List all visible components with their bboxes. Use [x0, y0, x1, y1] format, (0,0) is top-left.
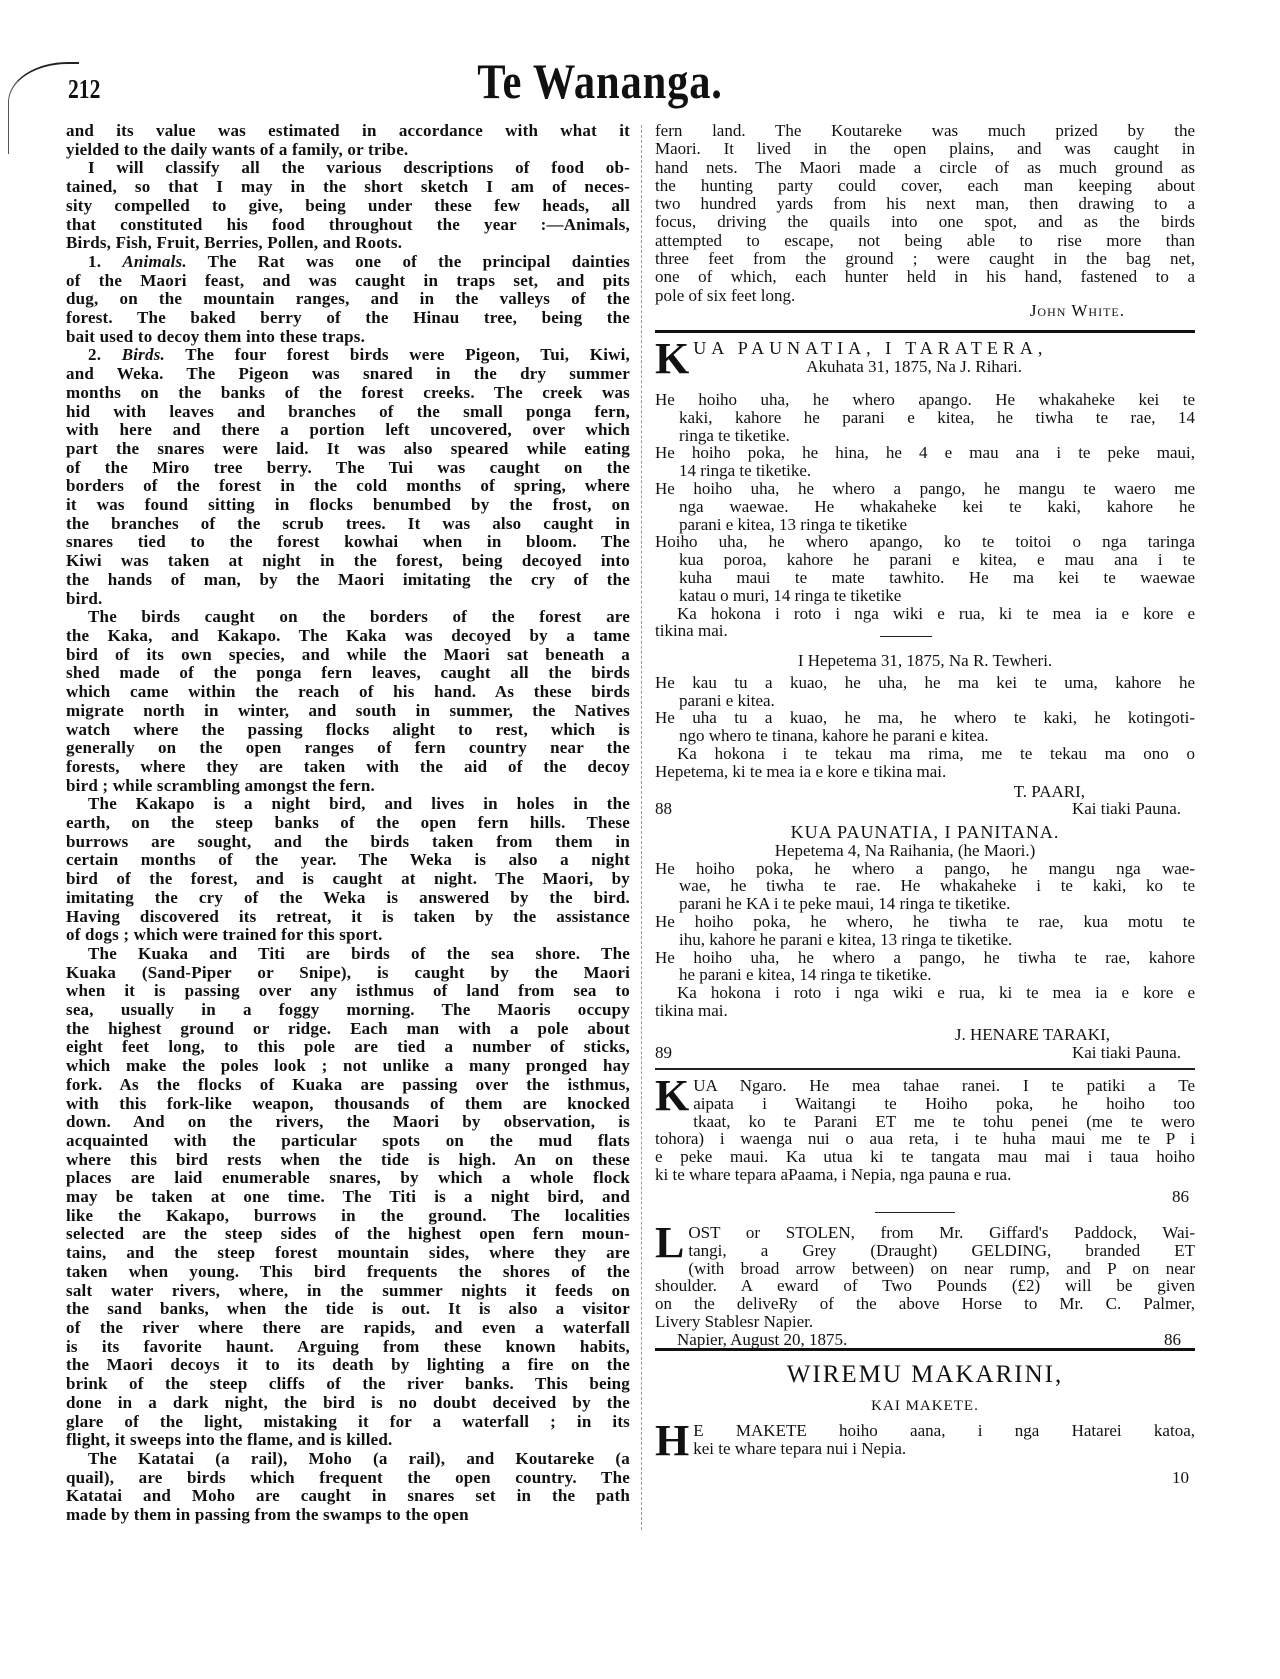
text-line: kuha maui te mate tawhito. He ma kei te waewae — [679, 567, 1195, 587]
pound-notice-tewheri — [655, 652, 1195, 818]
text-line: forests, where they are taken with the aid of the decoy — [66, 756, 630, 776]
text-line: Ka hokona i roto i nga wiki e rua, ki te mea ia e kore e — [677, 603, 1195, 623]
text-line: of the Miro tree berry. The Tui was caught on the — [66, 457, 630, 477]
text-line: wae, he tiwha te rae. He whakaheke i te kaki, ko te — [679, 876, 1195, 896]
notice-item — [655, 674, 1195, 710]
notice-item — [655, 913, 1195, 949]
notice-date: I Hepetema 31, 1875, Na R. Tewheri. — [797, 651, 1053, 670]
notice-item — [655, 709, 1195, 745]
text-line: two hundred yards from his next man, then drawing to a — [655, 194, 1195, 214]
text-line: three feet from the ground ; were caught in the bag net, — [655, 249, 1195, 269]
text-line: the sand banks, when the tide is out. It is also a visitor — [66, 1299, 630, 1319]
notice-item — [655, 480, 1195, 533]
page-number: 212 — [68, 74, 101, 104]
column-divider — [641, 125, 642, 1530]
text-line: ihu, kahore he parani e kitea, 13 ringa te tiketike. — [679, 929, 1013, 949]
text-span: The Rat was one of the principal dainties — [186, 251, 631, 271]
text-line: ngo whero te tinana, kahore he parani e kitea. — [679, 726, 989, 746]
text-line: down. And on the rivers, the Maori by observation, is — [66, 1112, 630, 1132]
text-line: the hands of man, by the Maori imitating the cry of the — [66, 569, 630, 589]
text-line: where this bird rests when the tide is high. An on these — [66, 1149, 630, 1169]
text-line: He kau tu a kuao, he uha, he ma kei te uma, kahore he — [655, 672, 1195, 692]
text-line: and its value was estimated in accordance with what it — [66, 121, 630, 140]
text-line: He hoiho poka, he whero, he tiwha te rae, kua motu te — [655, 911, 1195, 931]
text-line: fork. As the flocks of Kuaka are passing over the isthmus, — [66, 1074, 630, 1094]
article-continuation — [655, 122, 1195, 305]
notice-heading: KUA PAUNATIA, I PANITANA. — [790, 822, 1060, 842]
text-line: the branches of the scrub trees. It was also caught in — [66, 513, 630, 533]
text-line: Birds, Fish, Fruit, Berries, Pollen, and Roots. — [66, 233, 403, 253]
text-line: watch where the passing flocks alight to rest, which is — [66, 719, 630, 739]
text-span: 2. — [88, 345, 122, 365]
text-line: tikina mai. — [655, 1000, 728, 1020]
text-line: bird. — [66, 588, 103, 608]
short-rule — [875, 1212, 955, 1213]
text-line: glare of the light, mistaking it for a waterfall ; in its — [66, 1411, 630, 1431]
text-line: Maori. It lived in the open plains, and was caught in — [655, 139, 1195, 159]
text-line: fern land. The Koutareke was much prized by the — [655, 121, 1195, 140]
text-line: He hoiho poka, he whero a pango, he mangu nga wae- — [655, 858, 1195, 878]
text-line: borders of the forest in the cold months of spring, where — [66, 476, 630, 496]
text-line: 14 ringa te tiketike. — [679, 461, 812, 481]
text-line: (with broad arrow between) on near rump, and P on near — [688, 1258, 1195, 1278]
text-line: places are laid enumerable snares, by which a whole flock — [66, 1168, 630, 1188]
text-span: The four forest birds were Pigeon, Tui, Kiwi, — [164, 345, 630, 365]
text-line: E MAKETE hoiho aana, i nga Hatarei katoa, — [693, 1420, 1195, 1440]
paragraph — [66, 795, 630, 945]
text-line: Kiwi was taken at night in the forest, being decoyed into — [66, 551, 630, 571]
notice-number: 86 — [1172, 1186, 1189, 1206]
notice-closing — [655, 605, 1195, 641]
italic-heading: Birds. — [121, 345, 165, 365]
text-line: bird ; while scrambling amongst the fern. — [66, 775, 375, 795]
notice-closing — [655, 984, 1195, 1020]
text-line: tohora) i waenga nui o aua reta, i te huha maui me te P i — [655, 1129, 1195, 1149]
text-span: 1. — [88, 251, 123, 271]
text-line: hand nets. The Maori made a circle of as much ground as — [655, 157, 1195, 177]
text-line: e peke maui. Ka utua ki te tangata mau mai i taua hoiho — [655, 1147, 1195, 1167]
text-line: pole of six feet long. — [655, 285, 796, 305]
text-line: The Kuaka and Titi are birds of the sea shore. The — [88, 943, 630, 963]
text-line: it was found sitting in flocks benumbed by the frost, on — [66, 495, 630, 515]
section-rule — [655, 330, 1195, 333]
paragraph — [66, 346, 630, 608]
text-line: he parani e kitea, 14 ringa te tiketike. — [679, 965, 932, 985]
text-line: bird of its own species, and while the Maori sat beneath a — [66, 644, 630, 664]
advertiser-title: KAI MAKETE. — [871, 1398, 979, 1414]
text-line: like the Kakapo, burrows in the ground. The localities — [66, 1205, 630, 1225]
text-line: kei te whare tepara nui i Nepia. — [693, 1438, 907, 1458]
text-line: salt water rivers, where, in the summer nights it feeds on — [66, 1280, 630, 1300]
pound-notice-panitana — [655, 824, 1195, 1061]
text-line: imitating the cry of the Weka is answered by the bird. — [66, 887, 630, 907]
text-line: sity compelled to give, being under these few heads, all — [66, 195, 630, 215]
advertiser-name: WIREMU MAKARINI, — [786, 1361, 1064, 1388]
signatory-role: Kai tiaki Pauna. — [1071, 1042, 1181, 1062]
text-line: attempted to escape, not being able to rise more than — [655, 230, 1195, 250]
text-line: brink of the steep cliffs of the river banks. This being — [66, 1374, 630, 1394]
text-line: parani e kitea. — [679, 690, 775, 710]
drop-cap: K — [655, 334, 690, 383]
author-signature: John White. — [1029, 301, 1125, 320]
text-line: He hoiho uha, he whero a pango, he tiwha te rae, kahore — [655, 947, 1195, 967]
text-line: burrows are sought, and the birds taken from them in — [66, 831, 630, 851]
text-line: Livery Stablesr Napier. — [655, 1311, 814, 1331]
text-line: The Kakapo is a night bird, and lives in holes in the — [88, 794, 630, 814]
text-line: Katatai and Moho are caught in snares set in the path — [66, 1486, 630, 1506]
paragraph — [66, 608, 630, 795]
text-line: bird of the forest, and is caught at night. The Maori, by — [66, 869, 630, 889]
text-line: kua poroa, kahore he parani e kitea, e mau ana i te — [679, 550, 1195, 570]
notice-text — [655, 1218, 1195, 1331]
text-line: shoulder. A eward of Two Pounds (£2) will be given — [655, 1276, 1195, 1296]
text-line: the hunting party could cover, each man keeping about — [655, 175, 1195, 195]
paragraph — [66, 253, 630, 347]
text-line: forest. The baked berry of the Hinau tree, being the — [66, 308, 630, 328]
signatory: T. PAARI, — [1013, 781, 1085, 801]
notice-item — [655, 444, 1195, 480]
text-line: one of which, each hunter held in his hand, fastened to a — [655, 267, 1195, 287]
text-line: on the deliveRy of the above Horse to Mr. C. Palmer, — [655, 1294, 1195, 1314]
text-line: generally on the open ranges of fern country near the — [66, 738, 630, 758]
text-line: done in a dark night, the bird is no doubt deceived by the — [66, 1392, 630, 1412]
text-line: sea, usually in a foggy morning. The Maoris occupy — [66, 1000, 630, 1020]
text-line: the Kaka, and Kakapo. The Kaka was decoyed by a tame — [66, 625, 630, 645]
section-rule — [655, 1068, 1195, 1070]
paragraph — [66, 945, 630, 1450]
drop-cap: H — [655, 1415, 690, 1465]
notice-item — [655, 391, 1195, 444]
lost-horse-notice-maori — [655, 1071, 1195, 1206]
signatory-role: Kai tiaki Pauna. — [1071, 799, 1181, 819]
notice-text — [655, 1415, 1195, 1465]
text-line: of dogs ; which were trained for this sport. — [66, 925, 383, 945]
text-line — [66, 346, 630, 365]
notice-number: 10 — [1172, 1468, 1189, 1488]
text-line: hid with leaves and branches of the small ponga fern, — [66, 401, 630, 421]
notice-item — [655, 860, 1195, 913]
text-line: kaki, kahore he parani e kitea, he tiwha te rae, 14 — [679, 407, 1195, 427]
text-line: parani he KA i te peke maui, 14 ringa te tiketike. — [679, 894, 1011, 914]
text-line: is its favorite haunt. Arguing from these known habits, — [66, 1336, 630, 1356]
text-line: flight, it sweeps into the flame, and is killed. — [66, 1430, 393, 1450]
text-line: tikina mai. — [655, 621, 728, 641]
notice-date: Akuhata 31, 1875, Na J. Rihari. — [806, 356, 1022, 376]
text-line: may be taken at one time. The Titi is a night bird, and — [66, 1187, 630, 1207]
text-line: He hoiho uha, he whero a pango, he mangu te waero me — [655, 478, 1195, 498]
text-line: ki te whare tepara aPaama, i Nepia, nga pauna e rua. — [655, 1164, 1012, 1184]
text-line: taken when young. This bird frequents the shores of the — [66, 1261, 630, 1281]
text-line: nga waewae. He whakaheke kei te kaki, kahore he — [679, 496, 1195, 516]
notice-item — [655, 533, 1195, 604]
text-line: focus, driving the quails into one spot, and as the birds — [655, 212, 1195, 232]
text-line: He hoiho poka, he hina, he 4 e mau ana i te peke maui, — [655, 443, 1195, 463]
text-line: tained, so that I may in the short sketch I am of neces- — [66, 177, 630, 197]
text-line: the Maori decoys it to its death by lighting a fire on the — [66, 1355, 630, 1375]
text-line: that constituted his food throughout the year :—Animals, — [66, 214, 630, 234]
paragraph — [655, 122, 1195, 305]
text-line: bait used to decoy them into these traps. — [66, 326, 366, 346]
notice-number: 88 — [655, 799, 672, 819]
text-line: quail), are birds which frequent the open country. The — [66, 1467, 630, 1487]
text-line: katau o muri, 14 ringa te tiketike — [679, 585, 902, 605]
text-line: with here and there a portion left uncovered, over which — [66, 420, 630, 440]
drop-cap: K — [655, 1071, 690, 1120]
signatory: J. HENARE TARAKI, — [954, 1024, 1110, 1044]
masthead-title: Te Wananga. — [477, 53, 723, 109]
notice-dateline: Napier, August 20, 1875. — [677, 1329, 848, 1349]
text-line: Ka hokona i te tekau ma rima, me te tekau ma ono o — [677, 743, 1195, 763]
text-line: parani e kitea, 13 ringa te tiketike — [679, 514, 907, 534]
text-line: earth, on the steep banks of the open fern hills. These — [66, 813, 630, 833]
text-line: which make the poles look ; not unlike a many pronged hay — [66, 1056, 630, 1076]
text-line: made by them in passing from the swamps to the open — [66, 1505, 469, 1525]
paragraph — [66, 122, 630, 159]
text-line: of the river where there are rapids, and even a waterfall — [66, 1318, 630, 1337]
paragraph — [66, 1450, 630, 1525]
section-rule — [655, 1348, 1195, 1351]
text-line: shed made of the ponga fern leaves, caught all the birds — [66, 663, 630, 683]
text-line: tangi, a Grey (Draught) GELDING, branded ET — [688, 1240, 1195, 1260]
text-line: UA Ngaro. He mea tahae ranei. I te patiki a Te — [693, 1076, 1195, 1095]
text-line: of the Maori feast, and was caught in traps set, and pits — [66, 270, 630, 290]
text-line: The birds caught on the borders of the forest are — [88, 607, 630, 627]
text-line: which came within the reach of his hand. As these birds — [66, 682, 630, 702]
text-line: part the snares were laid. It was also speared while eating — [66, 438, 630, 458]
text-line: migrate north in winter, and south in summer, the Natives — [66, 700, 630, 720]
text-line: Ka hokona i roto i nga wiki e rua, ki te mea ia e kore e — [677, 983, 1195, 1003]
text-line: I will classify all the various descriptions of food ob- — [88, 158, 630, 178]
text-line — [66, 253, 630, 272]
text-line: certain months of the year. The Weka is also a night — [66, 850, 630, 870]
pound-notice-taratera — [655, 334, 1195, 641]
text-line: the highest ground or ridge. Each man with a pole about — [66, 1018, 630, 1038]
text-line: Having discovered its retreat, it is taken by the assistance — [66, 906, 630, 926]
text-line: snares tied to the forest kowhai when in bloom. The — [66, 532, 630, 552]
text-line: Kuaka (Sand-Piper or Snipe), is caught by the Maori — [66, 962, 630, 982]
text-line: He uha tu a kuao, he ma, he whero te kaki, he kotingoti- — [655, 708, 1195, 728]
notice-date: Hepetema 4, Na Raihania, (he Maori.) — [774, 840, 1036, 860]
notice-number: 86 — [1164, 1329, 1181, 1349]
text-line: Hoiho uha, he whero apango, ko te toitoi o nga taringa — [655, 532, 1195, 552]
text-line: He hoiho uha, he whero apango. He whakaheke kei te — [655, 390, 1195, 409]
text-line: ringa te tiketike. — [679, 425, 790, 445]
italic-heading: Animals. — [122, 251, 187, 271]
auctioneer-advert — [655, 1360, 1195, 1487]
text-line: eight feet long, to this pole are tied a number of sticks, — [66, 1037, 630, 1057]
text-line: Hepetema, ki te mea ia e kore e tikina mai. — [655, 761, 947, 781]
short-rule — [880, 636, 932, 637]
text-line: with this fork-like weapon, thousands of them are knocked — [66, 1093, 630, 1113]
notice-heading: UA PAUNATIA, I TARATERA, — [693, 338, 1048, 358]
text-line: and Weka. The Pigeon was snared in the dry summer — [66, 364, 630, 384]
notice-number: 89 — [655, 1042, 672, 1062]
drop-cap: L — [655, 1218, 685, 1267]
article-left-column — [66, 122, 630, 1525]
text-line: tkaat, ko te Parani ET me te tohu penei (me te wero — [693, 1111, 1195, 1131]
text-line: when it is passing over any isthmus of land from sea to — [66, 981, 630, 1001]
text-line: months on the banks of the forest creeks. The creek was — [66, 382, 630, 402]
text-line: aipata i Waitangi te Hoiho poka, he hoiho too — [693, 1093, 1195, 1113]
notice-item — [655, 949, 1195, 985]
notice-closing — [655, 745, 1195, 781]
paragraph — [66, 159, 630, 253]
lost-horse-notice-english — [655, 1218, 1195, 1349]
text-line: tains, and the steep forest mountain sides, where they are — [66, 1243, 630, 1263]
notice-text — [655, 1071, 1195, 1184]
text-line: selected are the steep sides of the highest open fern moun- — [66, 1224, 630, 1244]
text-line: acquainted with the particular spots on the mud flats — [66, 1130, 630, 1150]
text-line: yielded to the daily wants of a family, or tribe. — [66, 139, 409, 159]
text-line: The Katatai (a rail), Moho (a rail), and Koutareke (a — [88, 1448, 630, 1468]
text-line: dug, on the mountain ranges, and in the valleys of the — [66, 289, 630, 309]
text-line: OST or STOLEN, from Mr. Giffard's Paddock, Wai- — [688, 1223, 1195, 1242]
